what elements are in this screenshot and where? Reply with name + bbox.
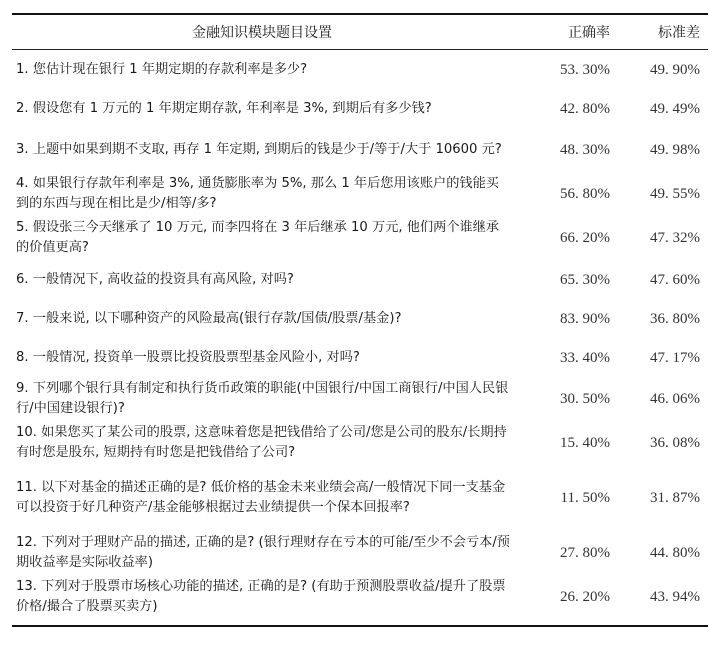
- table-row: [12, 89, 708, 128]
- std-dev-cell: 46. 06%: [650, 391, 700, 407]
- correct-rate-cell: 48. 30%: [560, 142, 610, 158]
- question-cell: 2. 假设您有 1 万元的 1 年期定期存款, 年利率是 3%, 到期后有多少钱?: [16, 100, 432, 116]
- financial-knowledge-table: [12, 13, 708, 627]
- table-row: [12, 299, 708, 338]
- table-row: [12, 260, 708, 299]
- correct-rate-cell: 66. 20%: [560, 230, 610, 246]
- std-dev-cell: 44. 80%: [650, 545, 700, 561]
- std-dev-cell: 31. 87%: [650, 490, 700, 506]
- question-cell: 9. 下列哪个银行具有制定和执行货币政策的职能(中国银行/中国工商银行/中国人民银行/中国建设银行)?: [16, 381, 509, 416]
- table-row: [12, 172, 708, 216]
- correct-rate-cell: 26. 20%: [560, 589, 610, 605]
- correct-rate-cell: 33. 40%: [560, 349, 610, 366]
- correct-rate-cell: 83. 90%: [560, 310, 610, 327]
- question-cell: 10. 如果您买了某公司的股票, 这意味着您是把钱借给了公司/您是公司的股东/长期持有时您是股东, 短期持有时您是把钱借给了公司?: [16, 425, 507, 460]
- header-correct-rate: 正确率: [568, 25, 610, 41]
- correct-rate-cell: 53. 30%: [560, 61, 610, 78]
- correct-rate-cell: 56. 80%: [560, 186, 610, 202]
- table-row: [12, 421, 708, 465]
- correct-rate-cell: 27. 80%: [560, 545, 610, 561]
- std-dev-cell: 43. 94%: [650, 589, 700, 605]
- correct-rate-cell: 15. 40%: [560, 435, 610, 451]
- table-row: [12, 377, 708, 421]
- question-cell: 5. 假设张三今天继承了 10 万元, 而李四将在 3 年后继承 10 万元, 他们两个谁继承的价值更高?: [16, 220, 500, 255]
- question-cell: 7. 一般来说, 以下哪种资产的风险最高(银行存款/国债/股票/基金)?: [16, 310, 402, 326]
- std-dev-cell: 49. 49%: [650, 100, 700, 117]
- table-row: [12, 338, 708, 377]
- std-dev-cell: 49. 90%: [650, 61, 700, 78]
- question-cell: 4. 如果银行存款年利率是 3%, 通货膨胀率为 5%, 那么 1 年后您用该账户的钱能买到的东西与现在相比是少/相等/多?: [16, 176, 499, 211]
- question-cell: 3. 上题中如果到期不支取, 再存 1 年定期, 到期后的钱是少于/等于/大于 10600 元?: [16, 142, 502, 157]
- correct-rate-cell: 11. 50%: [560, 490, 610, 506]
- std-dev-cell: 49. 55%: [650, 186, 700, 202]
- question-cell: 13. 下列对于股票市场核心功能的描述, 正确的是? (有助于预测股票收益/提升了股票价格/撮合了股票买卖方): [16, 579, 506, 614]
- table-row: [12, 216, 708, 260]
- std-dev-cell: 47. 17%: [650, 349, 700, 366]
- correct-rate-cell: 30. 50%: [560, 391, 610, 407]
- table-row: [12, 465, 708, 531]
- header-std-dev: 标准差: [658, 25, 700, 41]
- question-cell: 8. 一般情况, 投资单一股票比投资股票型基金风险小, 对吗?: [16, 349, 360, 365]
- std-dev-cell: 47. 60%: [650, 271, 700, 288]
- header-question: 金融知识模块题目设置: [192, 25, 332, 41]
- question-cell: 6. 一般情况下, 高收益的投资具有高风险, 对吗?: [16, 271, 294, 287]
- correct-rate-cell: 65. 30%: [560, 271, 610, 288]
- std-dev-cell: 49. 98%: [650, 142, 700, 158]
- question-cell: 12. 下列对于理财产品的描述, 正确的是? (银行理财存在亏本的可能/至少不会亏本/预期收益率是实际收益率): [16, 535, 510, 570]
- table-row: [12, 50, 708, 89]
- question-cell: 11. 以下对基金的描述正确的是? 低价格的基金未来业绩会高/一般情况下同一支基金可以投资于好几种资产/基金能够根据过去业绩提供一个保本回报率?: [16, 480, 506, 515]
- std-dev-cell: 36. 08%: [650, 435, 700, 451]
- table-bottom-rule: [12, 625, 708, 627]
- question-cell: 1. 您估计现在银行 1 年期定期的存款利率是多少?: [16, 61, 308, 77]
- std-dev-cell: 36. 80%: [650, 310, 700, 327]
- table-header: [12, 15, 708, 49]
- table-row: [12, 575, 708, 619]
- std-dev-cell: 47. 32%: [650, 230, 700, 246]
- table-row: [12, 531, 708, 575]
- table-row: [12, 128, 708, 172]
- correct-rate-cell: 42. 80%: [560, 100, 610, 117]
